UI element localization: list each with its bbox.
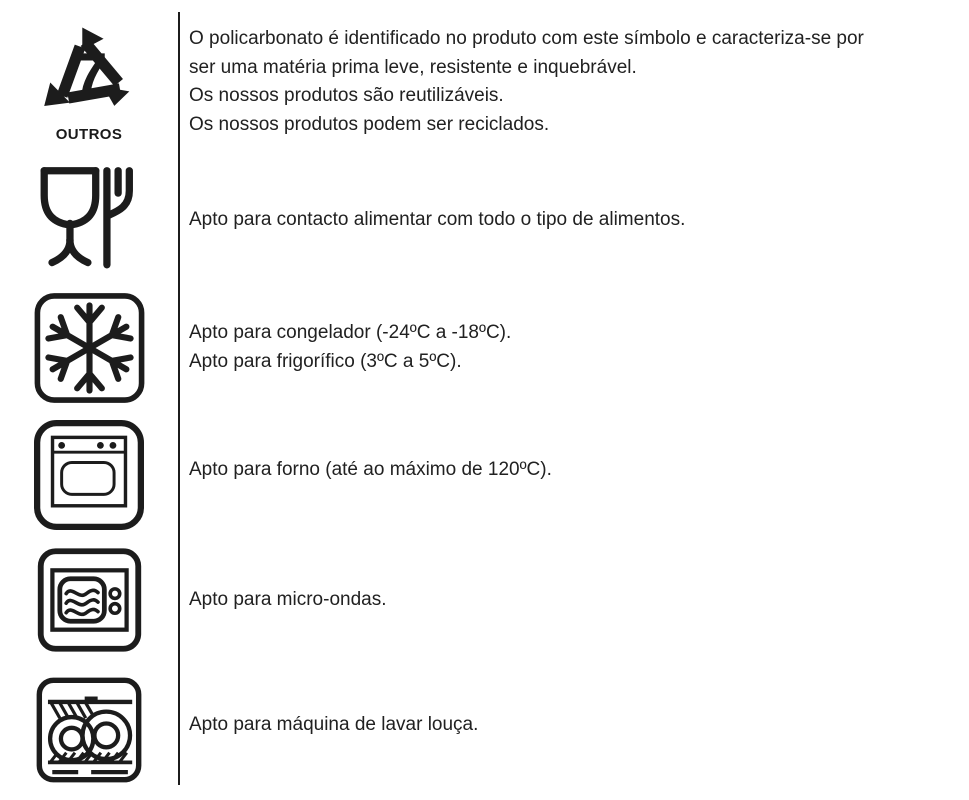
row-freezer-text <box>178 285 969 410</box>
text-line: Apto para micro-ondas. <box>189 588 387 610</box>
dishwasher-icon-cell <box>0 660 178 800</box>
text-line: Apto para máquina de lavar louça. <box>189 713 479 735</box>
oven-icon <box>32 414 146 536</box>
row-polycarbonate <box>0 0 969 155</box>
row-microwave <box>0 540 969 660</box>
microwave-icon <box>36 547 143 653</box>
text-line: ser uma matéria prima leve, resistente e inquebrável. <box>189 56 637 78</box>
recycling-number: 7 <box>72 40 108 111</box>
recycling-code-label: OUTROS <box>55 125 123 143</box>
oven-icon-cell <box>0 410 178 540</box>
row-dishwasher-text <box>178 660 969 800</box>
row-microwave-text <box>178 540 969 660</box>
row-polycarbonate-text <box>178 0 969 155</box>
text-line: Apto para congelador (-24ºC a -18ºC). <box>189 322 512 343</box>
food-safe-icon-cell <box>0 155 178 285</box>
glass-fork-icon <box>33 162 145 278</box>
freezer-icon-cell <box>0 285 178 410</box>
text-line: Apto para forno (até ao máximo de 120ºC). <box>189 458 552 480</box>
text-line: Apto para contacto alimentar com todo o tipo de alimentos. <box>189 208 686 230</box>
row-food-contact-text <box>178 155 969 285</box>
row-dishwasher <box>0 660 969 800</box>
text-line: Os nossos produtos podem ser reciclados. <box>189 113 550 135</box>
row-oven-text <box>178 410 969 540</box>
text-line: O policarbonato é identificado no produto com este símbolo e caracteriza-se por <box>189 28 864 49</box>
text-line: Apto para frigorífico (3ºC a 5ºC). <box>189 350 462 372</box>
text-line: Os nossos produtos são reutilizáveis. <box>189 85 504 106</box>
recycling-icon-cell <box>0 0 178 155</box>
row-freezer <box>0 285 969 410</box>
microwave-icon-cell <box>0 540 178 660</box>
row-food-contact <box>0 155 969 285</box>
dishwasher-icon <box>34 676 144 784</box>
row-oven <box>0 410 969 540</box>
recycling-7-icon <box>33 13 145 125</box>
snowflake-icon <box>33 292 146 404</box>
